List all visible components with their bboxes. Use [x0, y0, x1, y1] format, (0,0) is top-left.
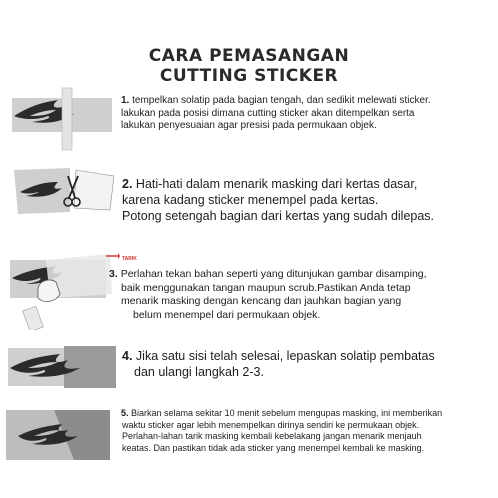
- step-2-text: 2. Hati-hati dalam menarik masking dari kertas dasar, karena kadang sticker menempel pada kertas. Potong setengah bagian dari kertas yang sudah dilepas.: [122, 177, 435, 223]
- step-number: 1.: [121, 95, 130, 106]
- scrub-tool: [23, 306, 44, 330]
- step-number: 3.: [109, 268, 118, 280]
- step-number: 5.: [121, 408, 129, 418]
- masking-sheet: [64, 346, 116, 388]
- step-5-illustration: [4, 404, 120, 464]
- step-1-illustration: [8, 86, 118, 152]
- step-number: 4.: [122, 349, 133, 363]
- hand-icon: [38, 280, 60, 301]
- pull-label: TARIK: [122, 256, 137, 262]
- step-3-text: 3. Perlahan tekan bahan seperti yang ditunjukan gambar disamping, baik menggunakan tangan maupun scrub.Pastikan Anda tetap menarik masking dengan kencang dan jauhkan bagian yang belum menempel dari permukaan objek.: [109, 268, 427, 321]
- step-number: 2.: [122, 177, 133, 191]
- step-3-illustration: [6, 250, 120, 330]
- step-4-illustration: [4, 338, 120, 394]
- step-2-illustration: [10, 162, 120, 218]
- masking-tape: [62, 88, 72, 150]
- step-5-text: 5. Biarkan selama sekitar 10 menit sebelum mengupas masking, ini memberikan waktu sticker agar lebih menempelkan dirinya sendiri ke permukaan objek. Perlahan-lahan tarik masking kembali kebelakang jangan menarik menjauh keatas. Dan pastikan tidak ada sticker yang menempel kembali ke masking.: [121, 408, 443, 453]
- step-1-text: 1. tempelkan solatip pada bagian tengah, dan sedikit melewati sticker. lakukan pada posisi dimana cutting sticker akan ditempelkan serta lakukan penyesuaian agar presisi pada permukaan objek.: [121, 95, 431, 131]
- page-title-line-2: CUTTING STICKER: [159, 66, 339, 86]
- page-title-line-1: CARA PEMASANGAN: [148, 46, 350, 66]
- step-4-text: 4. Jika satu sisi telah selesai, lepaskan solatip pembatas dan ulangi langkah 2-3.: [122, 349, 435, 379]
